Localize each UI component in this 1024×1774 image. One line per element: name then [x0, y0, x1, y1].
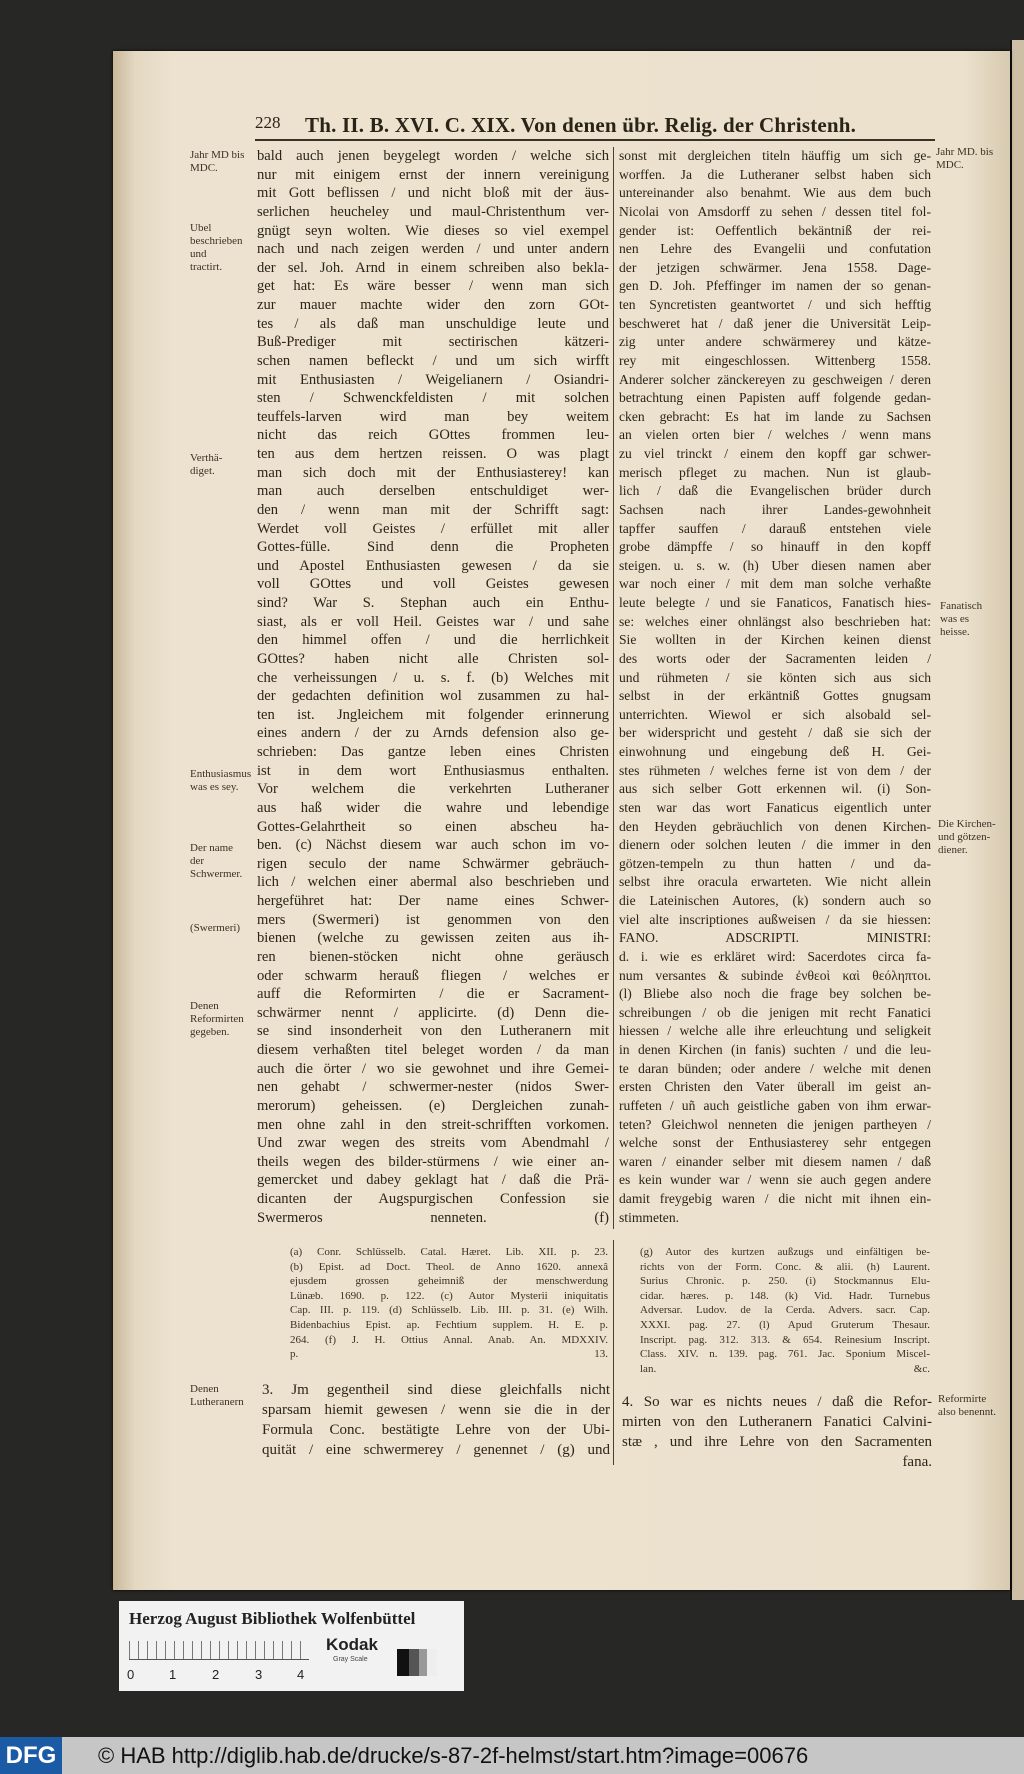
margin-note: Jahr MD bis MDC. — [190, 149, 245, 174]
scale-number: 1 — [169, 1667, 177, 1682]
margin-note: Fanatisch was es heisse. — [940, 600, 983, 638]
text-line: leute belegte / und sie Fanaticos, Fanatisch hies- — [619, 595, 931, 610]
text-line: 4. So war es nichts neues / daß die Refor- — [622, 1394, 932, 1410]
text-line: aus haß wider die wahre und lebendige — [257, 799, 609, 816]
text-line: welche sonst der Enthusiasterey sehr entgegen — [619, 1135, 931, 1151]
text-line: damit freygebig waren / die nicht mit ihnen ein- — [619, 1191, 931, 1206]
text-line: mit Gott beflissen / und nicht bloß mit der äus- — [257, 185, 609, 202]
text-line: viel alte inscriptiones außweisen / da sie hiessen: — [619, 911, 931, 927]
text-line: voll GOttes und voll Geistes gewesen — [257, 576, 609, 593]
text-line: den himmel offen / und die herrlichkeit — [257, 632, 609, 649]
text-line: Werdet voll Geistes / erfüllet mit aller — [257, 520, 609, 537]
text-line: und Apostel Enthusiasten gewesen / da sie — [257, 557, 609, 574]
text-line: siast, als er voll Heil. Geistes war / und sahe — [257, 613, 609, 630]
text-line: gender ist: Oeffentlich bekäntniß der rei- — [619, 222, 931, 238]
library-name: Herzog August Bibliothek Wolfenbüttel — [129, 1609, 416, 1628]
text-line: zur mauer machte wider den zorn GOt- — [257, 297, 609, 313]
text-line: merisch pfleget zu machen. Nun ist glaub- — [619, 464, 931, 480]
text-line: waren / einander selber mit diesem namen / daß — [619, 1153, 931, 1169]
kodak-brand: Kodak — [326, 1635, 378, 1654]
running-title: Th. II. B. XVI. C. XIX. Von denen übr. Relig. der Christenh. — [305, 113, 857, 137]
margin-note: Denen Reformirten gegeben. — [190, 1000, 244, 1038]
text-line: an vielen orten bier / welches / wenn mans — [619, 427, 931, 443]
margin-note: Der name der Schwermer. — [190, 842, 243, 880]
text-line: FANO. ADSCRIPTI. MINISTRI: — [619, 930, 931, 946]
footnote-line: Surius Chronic. p. 250. (i) Stockmannus Elu- — [640, 1275, 930, 1288]
text-line: schreibungen / ob die jenigen mit recht Fanatici — [619, 1004, 931, 1020]
text-line: der jetzigen schwärmer. Jena 1558. Dage- — [619, 259, 931, 275]
text-line: sten / Schwenckfeldisten / mit solchen — [257, 390, 609, 407]
margin-note: (Swermeri) — [190, 922, 241, 934]
text-line: quität / eine schwermerey / genennet / (g) und — [262, 1442, 610, 1458]
page-number: 228 — [255, 113, 281, 132]
text-line: einwohnung und eingebung deß H. Gei- — [619, 744, 931, 759]
text-line: hiessen / welche alle ihre erleuchtung und seligkeit — [619, 1023, 931, 1039]
text-line: theils wegen des bilder-stürmens / wie einer an- — [257, 1153, 609, 1170]
margin-note: Denen Lutheranern — [190, 1383, 244, 1408]
text-line: schrieben: Das gantze leben eines Christen — [257, 744, 609, 760]
text-line: den / wenn man mit der Schrifft sagt: — [257, 501, 609, 518]
text-line: GOttes? haben nicht alle Christen sol- — [257, 650, 609, 667]
text-line: men ohne zahl in den streit-schrifften vorkomen. — [257, 1116, 609, 1133]
text-line: der sel. Joh. Arnd in einem schreiben also bekla- — [257, 259, 609, 276]
text-line: ten aus dem hertzen reissen. O was plagt — [257, 446, 609, 462]
footnote-line: richts von der Form. Conc. & alii. (h) Laurent. — [640, 1260, 930, 1273]
copyright-link[interactable]: © HAB http://diglib.hab.de/drucke/s-87-2f-helmst/start.htm?image=00676 — [98, 1743, 809, 1768]
dfg-logo: DFG — [0, 1737, 62, 1774]
footnote-line: ejusdem grossen geheimniß der menschwerdung — [290, 1275, 608, 1288]
footnote-line: Bidenbachius Epist. ap. Fechtium supplem. H. E. p. — [290, 1318, 608, 1331]
text-line: eines andern / der zu Arnds defension also ge- — [257, 725, 609, 742]
text-line: num versantes & subinde ἐνθεοὶ καὶ θεόληπτοι. — [619, 967, 931, 983]
text-line: diesem verhaßten titel beleget worden / da man — [257, 1042, 609, 1058]
margin-note: Die Kirchen- und götzen-diener. — [938, 818, 996, 856]
text-line: d. i. wie es erkläret wird: Sacerdotes circa fa- — [619, 948, 931, 964]
text-line: dienern oder solchen leuten / die immer in den — [619, 837, 931, 853]
footnote-line: Lünæb. 1690. p. 122. (c) Autor Mysterii iniquitatis — [290, 1289, 608, 1302]
text-line: steigen. u. s. w. (h) Uber diesen namen aber — [619, 557, 931, 573]
footnote-line: (g) Autor des kurtzen außzugs und einfältigen be- — [640, 1246, 930, 1258]
text-line: Sie wollten in der Kirchen keinen dienst — [619, 632, 931, 648]
text-line: get hat: Es wäre besser / wenn man sich — [257, 278, 609, 295]
text-line: Swermeros nenneten. (f) — [257, 1209, 609, 1226]
footnote-line: p. 13. — [290, 1348, 608, 1361]
footnote-line: (a) Conr. Schlüsselb. Catal. Hæret. Lib. XII. p. 23. — [290, 1246, 608, 1258]
text-line: rigen seculo der name Schwärmer gebräuch- — [257, 855, 609, 872]
text-line: aus sich selber Gott erkennen wil. (i) Son- — [619, 781, 931, 797]
footnote-line: lan. &c. — [640, 1362, 930, 1375]
text-line: war noch einer / mit dem man solche verhaßte — [619, 576, 931, 592]
text-line: ist in dem wort Enthusiasmus enthalten. — [257, 762, 609, 779]
text-line: die Lateinischen Autores, (k) sondern auch so — [619, 893, 931, 908]
text-line: nach und nach zeigen werden / und unter andern — [257, 241, 609, 258]
text-line: oder schwarm herauß fliegen / welches er — [257, 967, 609, 984]
text-line: stæ , und ihre Lehre von den Sacramenten — [622, 1434, 932, 1450]
footnote-line: Adversar. Ludov. de la Cerda. Advers. sacr. Cap. — [640, 1304, 930, 1317]
text-line: merorum) geheissen. (e) Dergleichen zunah- — [257, 1097, 609, 1114]
text-line: mirten von den Lutheranern Fanatici Calvini- — [622, 1414, 932, 1430]
footnotes-left — [290, 1245, 608, 1362]
text-line: sind? War S. Stephan auch ein Enthu- — [257, 595, 609, 611]
text-line: lich / daß die Evangelischen brüder durch — [619, 483, 931, 499]
text-line: Sachsen nach ihrer Landes-gewohnheit — [619, 501, 931, 517]
text-line: ten ist. Jngleichem mit folgender erinnerung — [257, 706, 609, 723]
footnote-line: Class. XIV. n. 139. pag. 761. Jac. Sponium Miscel- — [640, 1348, 930, 1361]
text-line: der gedachten definition wol zusammen zu hal- — [257, 688, 609, 705]
paragraph-3 — [262, 1380, 610, 1460]
text-line: man auch derselben entschuldiget wer- — [257, 483, 609, 500]
text-line: untereinander also benahmt. Wie aus dem buch — [619, 185, 931, 201]
text-line: beschweret hat / daß jener die Universität Leip- — [619, 315, 931, 331]
text-line: ruffeten / uñ auch geistliche gaben von ihm erwar- — [619, 1097, 931, 1113]
footnote-line: Cap. III. p. 119. (d) Schlüsselb. Lib. III. p. 31. (e) Wilh. — [290, 1304, 608, 1317]
footnote-line: cidar. hæres. p. 148. (k) Vid. Hadr. Turnebus — [640, 1289, 930, 1302]
text-line: Gottes-fülle. Sind denn die Propheten — [257, 539, 609, 556]
text-line: nen Lehre des Evangelii und confutation — [619, 241, 931, 257]
text-line: rey mit eingeschlossen. Wittenberg 1558. — [619, 352, 931, 368]
text-line: fana. — [902, 1454, 932, 1470]
text-line: 3. Jm gegentheil sind diese gleichfalls nicht — [262, 1382, 610, 1398]
text-line: nen gehabt / schwermer-nester (nidos Swer- — [257, 1079, 609, 1096]
text-line: ren bienen-stöcken nicht ohne geräusch — [257, 948, 609, 965]
text-line: mers (Swermeri) ist genommen von den — [257, 911, 609, 928]
text-line: schen namen befleckt / und um sich wirfft — [257, 352, 609, 369]
text-line: teten? Gleichwol nenneten die jenigen partheyen / — [619, 1116, 931, 1132]
next-page-edge — [1012, 40, 1024, 1600]
footnote-line: 264. (f) J. H. Ottius Annal. Anab. An. MDXXIV. — [290, 1333, 608, 1346]
text-line: bienen (welche zu gewissen zeiten aus ih- — [257, 930, 609, 947]
text-line: Nicolai von Amsdorff zu sehen / dessen titel fol- — [619, 203, 931, 219]
text-line: che verheissungen / u. s. f. (b) Welches mit — [257, 669, 609, 686]
footer-bar — [0, 1737, 1024, 1774]
text-line: hergeführet hat: Der name eines Schwer- — [257, 893, 609, 909]
text-line: worffen. Ja die Lutheraner selbst haben sich — [619, 166, 931, 182]
header-rule — [255, 139, 935, 141]
text-line: tapffer sauffen / darauß entstehen viele — [619, 520, 931, 536]
text-line: se: welches einer ohnlängst also beschrieben hat: — [619, 613, 931, 629]
text-line: dicanten der Augspurgischen Confession sie — [257, 1191, 609, 1207]
text-line: in denen Kirchen (in fanis) suchten / und die leu- — [619, 1042, 931, 1057]
text-line: auff die Reformirten / die er Sacrament- — [257, 986, 609, 1003]
paragraph-4 — [622, 1392, 932, 1472]
gray-scale-swatch — [397, 1649, 437, 1676]
text-line: teuffels-larven wird man bey weitem — [257, 408, 609, 425]
text-line: bald auch jenen beygelegt worden / welche sich — [257, 148, 609, 164]
text-line: (l) Bliebe also noch die frage bey solchen be- — [619, 986, 931, 1002]
text-line: zu viel trinckt / einem den kopff gar schwer- — [619, 446, 931, 461]
text-line: serlichen heucheley und maul-Christenthum ver- — [257, 203, 609, 220]
text-line: cken gebracht: Es hat im lande zu Sachsen — [619, 408, 931, 424]
text-line: auch die örter / wo sie gewohnet und ihre Gemei- — [257, 1060, 609, 1077]
scale-number: 3 — [255, 1667, 263, 1682]
scale-ruler — [129, 1641, 309, 1660]
text-line: te daran bünden; oder andere / welche mit denen — [619, 1060, 931, 1076]
column-divider-lower — [613, 1240, 614, 1465]
left-column — [257, 147, 609, 1227]
gray-scale-label: Gray Scale — [333, 1656, 368, 1663]
footnote-line: (b) Epist. ad Doct. Theol. de Anno 1620. annexâ — [290, 1260, 608, 1273]
footnote-line: Inscript. pag. 312. 313. & 654. Reinesium Inscript. — [640, 1333, 930, 1346]
text-line: schwärmer nennt / applicirte. (d) Denn die- — [257, 1004, 609, 1021]
text-line: se sind insonderheit von den Lutheranern mit — [257, 1023, 609, 1040]
text-line: stes rühmeten / welches ferne ist von dem / der — [619, 762, 931, 778]
margin-note: Verthä-diget. — [190, 452, 223, 477]
text-line: ersten Christen den Vater überall im geist an- — [619, 1079, 931, 1095]
text-line: Buß-Prediger mit sectirischen kätzeri- — [257, 334, 609, 351]
text-line: Formula Conc. bestätigte Lehre von der Ubi- — [262, 1422, 610, 1438]
text-line: ben. (c) Nächst diesem war auch schon im vo- — [257, 837, 609, 854]
text-line: des worts oder der Sacramenten leiden / — [619, 650, 931, 666]
text-line: und rühmeten / sie könten sich aus sich — [619, 669, 931, 685]
text-line: gen D. Joh. Pfeffinger im namen der so genan- — [619, 278, 931, 294]
text-line: selbst ihre oracula erwarteten. Wie nicht allein — [619, 874, 931, 890]
text-line: stimmeten. — [619, 1209, 680, 1225]
margin-note: Jahr MD. bis MDC. — [936, 146, 994, 171]
text-line: unterrichten. Wiewol er sich alsobald sel- — [619, 706, 931, 722]
text-line: lich / welchen einer abermal also beschrieben und — [257, 874, 609, 891]
margin-note: Enthusiasmus was es sey. — [190, 768, 252, 793]
text-line: ten Syncretisten geantwortet / und sich hefftig — [619, 297, 931, 312]
scan-label — [119, 1601, 464, 1691]
text-line: betrachtung einen Papisten auff folgende gedan- — [619, 390, 931, 406]
footnotes-right — [640, 1245, 930, 1376]
text-line: ber widerspricht und gesteht / daß sie sich der — [619, 725, 931, 741]
text-line: götzen-tempeln zu thun hatten / und da- — [619, 855, 931, 871]
text-line: sparsam hiemit gewesen / wenn sie die in der — [262, 1402, 610, 1418]
text-line: man sich doch mit der Enthusiasterey! kan — [257, 464, 609, 481]
text-line: den Heyden gebräuchlich von denen Kirchen- — [619, 818, 931, 834]
text-line: Gottes-Gelahrtheit so einen abscheu ha- — [257, 818, 609, 835]
text-line: gnügt seyn wolten. Wie dieses so viel exempel — [257, 222, 609, 239]
text-line: sten war das wort Fanaticus eigentlich unter — [619, 799, 931, 815]
footnote-line: XXXI. pag. 27. (l) Apud Gruterum Thesaur. — [640, 1318, 930, 1331]
margin-note: Ubel beschrieben und tractirt. — [190, 222, 243, 273]
text-line: selbst in der erkäntniß Gottes gnugsam — [619, 688, 931, 704]
text-line: es kein wunder war / wenn sie auch gegen andere — [619, 1172, 931, 1188]
text-line: zig unter andere schwärmerey und kätze- — [619, 334, 931, 350]
margin-note: Reformirte also benennt. — [938, 1393, 997, 1418]
scale-number: 2 — [212, 1667, 220, 1682]
right-column — [619, 147, 931, 1227]
text-line: Und zwar wegen des streits vom Abendmahl / — [257, 1135, 609, 1152]
text-line: Anderer solcher zänckereyen zu geschweigen / deren — [619, 371, 931, 387]
text-line: gemercket und dabey geklagt hat / daß die Prä- — [257, 1172, 609, 1189]
text-line: tes / als daß man unschuldige leute und — [257, 315, 609, 332]
column-divider — [613, 147, 614, 1229]
scale-number: 0 — [127, 1667, 135, 1682]
text-line: sonst mit dergleichen titeln häuffig um sich ge- — [619, 148, 931, 163]
text-line: nur mit einigem ernst der innern vereinigung — [257, 166, 609, 183]
text-line: grobe dämpffe / so hinauff in den kopff — [619, 539, 931, 555]
text-line: Vor welchem die verkehrten Lutheraner — [257, 781, 609, 798]
scale-number: 4 — [297, 1667, 305, 1682]
text-line: mit Enthusiasten / Weigelianern / Osiandri- — [257, 371, 609, 388]
text-line: nicht das reich GOttes frommen leu- — [257, 427, 609, 444]
